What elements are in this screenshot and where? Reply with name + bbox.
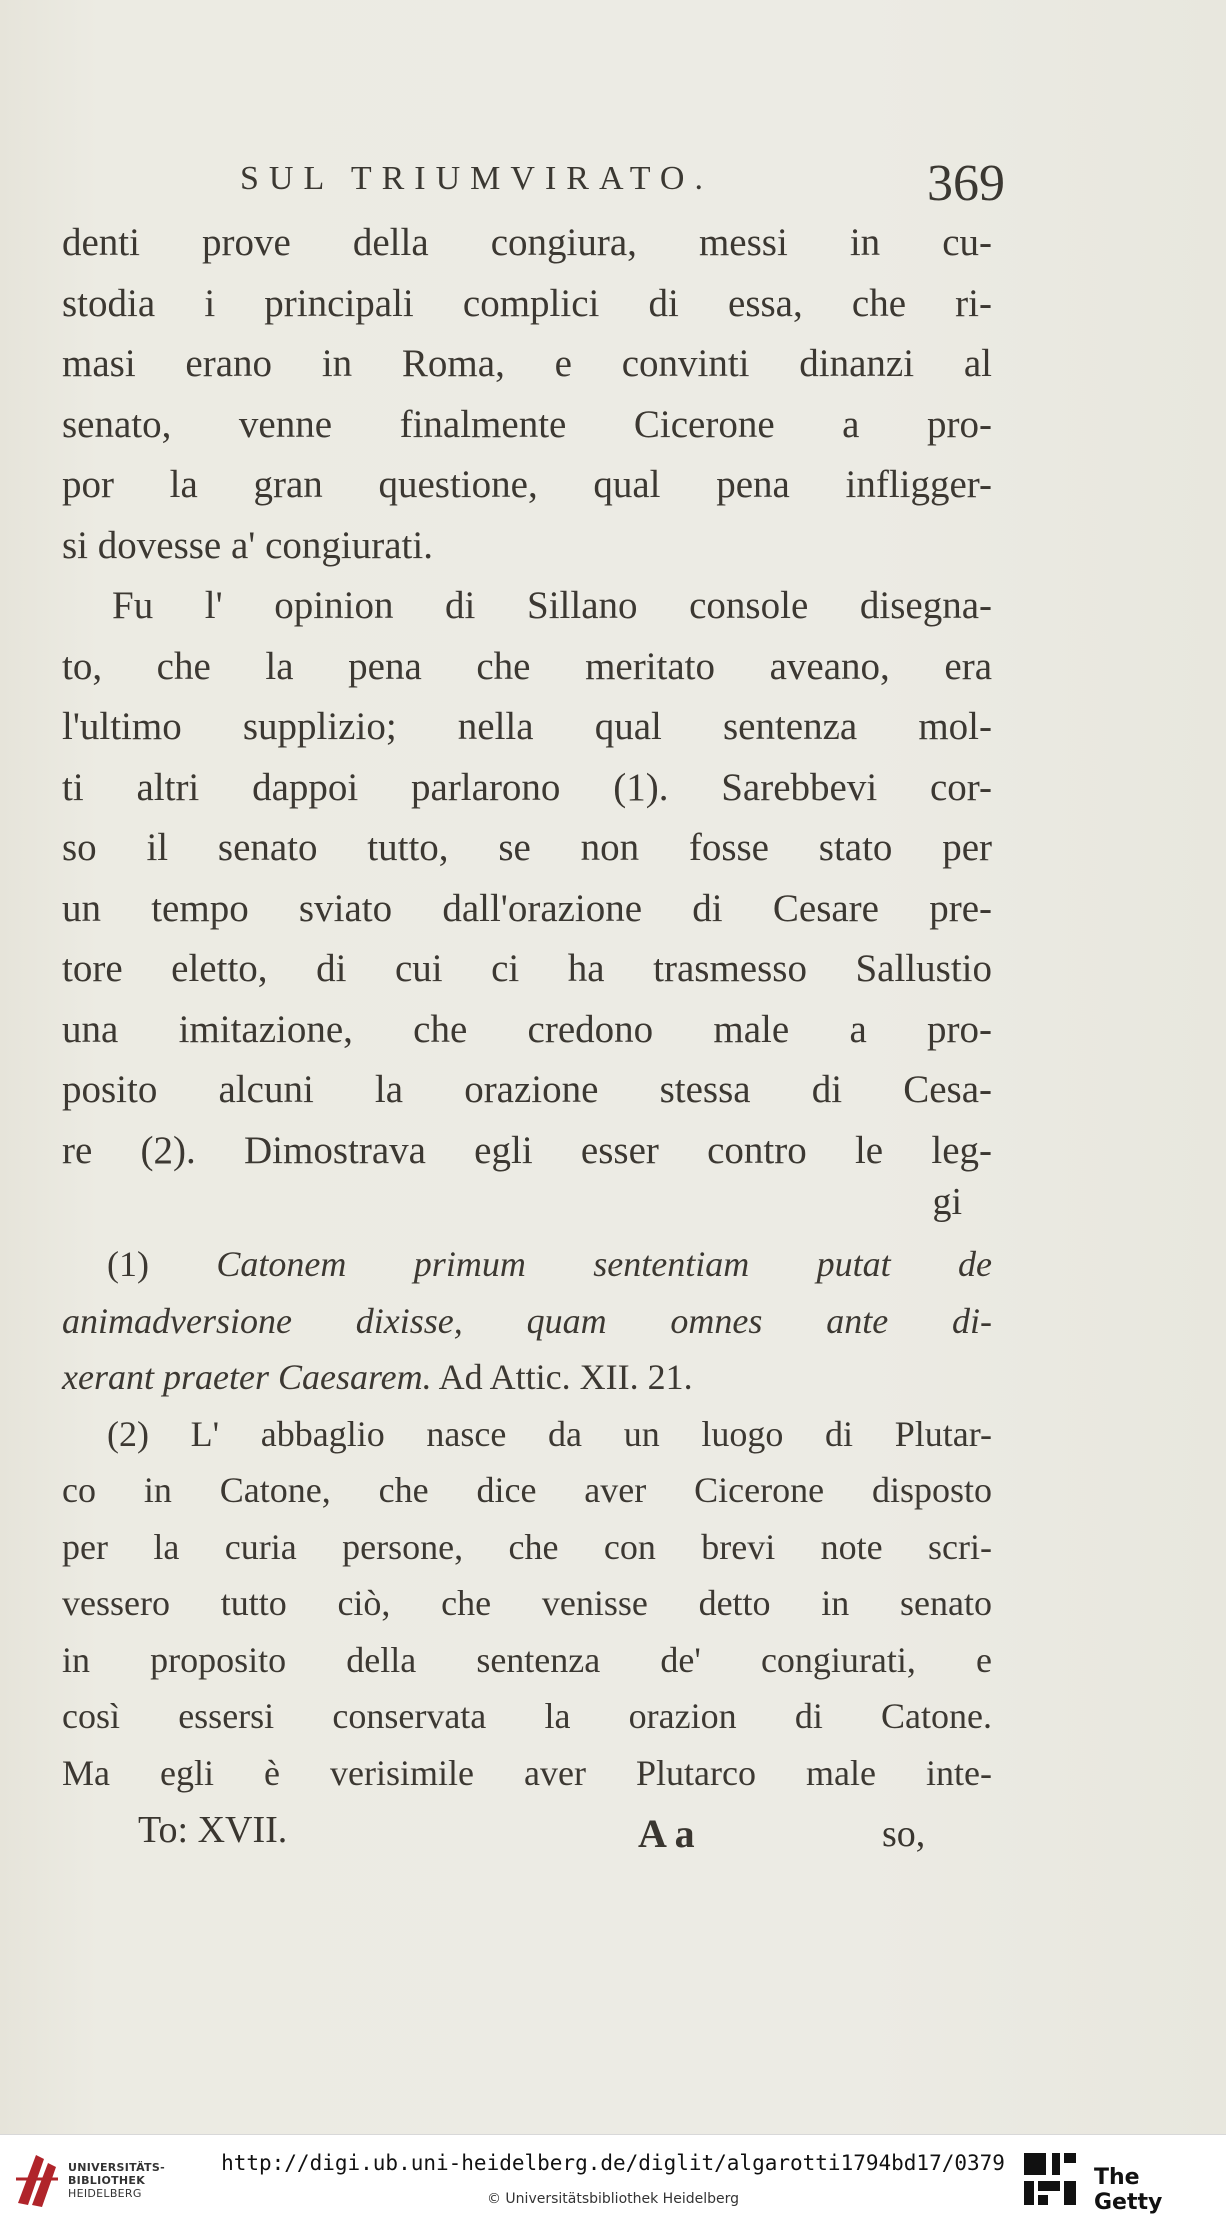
volume-mark: To: XVII.	[138, 1809, 288, 1851]
footnote-quote: quam omnes ante di-	[526, 1300, 993, 1341]
copyright-notice: © Universitätsbibliothek Heidelberg	[486, 2191, 739, 2207]
text-line: l'ultimo supplizio; nella qual sentenza mol-	[62, 705, 992, 748]
text-line: posito alcuni la orazione stessa di Cesa-	[62, 1068, 992, 1111]
getty-emblem-icon	[1022, 2151, 1078, 2207]
text-line: senato, venne finalmente Cicerone a pro-	[62, 402, 992, 446]
running-title: SUL TRIUMVIRATO.	[240, 160, 713, 197]
footnote-line	[62, 1349, 992, 1406]
page-header	[240, 155, 1005, 220]
partner-name: The Getty	[1094, 2165, 1163, 2215]
text-line: por la gran questione, qual pena infligger-	[62, 463, 992, 506]
viewer-footer	[0, 2134, 1226, 2223]
footnote-quote: animadversione dixisse,	[62, 1300, 463, 1341]
library-name: UNIVERSITÄTS- BIBLIOTHEK HEIDELBERG	[68, 2161, 165, 2200]
footnote-line: in proposito della sentenza de' congiurati, e	[62, 1639, 992, 1680]
text-line: re (2). Dimostrava egli esser contro le leg-	[62, 1128, 992, 1172]
footnote-line	[62, 1236, 992, 1293]
text-line: si dovesse a' congiurati.	[62, 523, 433, 567]
page-number: 369	[927, 155, 1005, 212]
footnotes	[62, 1236, 992, 1801]
catchword-top: gi	[932, 1181, 962, 1223]
footnote-line	[62, 1293, 992, 1350]
footnote-quote: xerant praeter Caesarem.	[62, 1357, 432, 1397]
text-line: to, che la pena che meritato aveano, era	[62, 644, 992, 688]
footnote-line: così essersi conservata la orazion di Catone.	[62, 1696, 992, 1736]
footnote-citation: Ad Attic. XII. 21.	[438, 1357, 693, 1397]
footnote-line: co in Catone, che dice aver Cicerone disposto	[62, 1470, 992, 1510]
footnote-line: vessero tutto ciò, che venisse detto in senato	[62, 1583, 992, 1623]
text-line: tore eletto, di cui ci ha trasmesso Sallustio	[62, 947, 992, 990]
footnote-line: per la curia persone, che con brevi note scri-	[62, 1526, 992, 1567]
catchword-bottom: so,	[882, 1813, 926, 1855]
footnote-quote: Catonem primum sententiam putat de	[216, 1244, 993, 1284]
text-line: un tempo sviato dall'orazione di Cesare pre-	[62, 886, 992, 930]
text-line: so il senato tutto, se non fosse stato per	[62, 826, 992, 869]
footnote-line: Ma egli è verisimile aver Plutarco male inte-	[62, 1752, 992, 1793]
text-line: Fu l' opinion di Sillano console disegna-	[112, 584, 992, 627]
text-line: stodia i principali complici di essa, che ri-	[62, 281, 992, 325]
permalink-url[interactable]: http://digi.ub.uni-heidelberg.de/diglit/algarotti1794bd17/0379	[221, 2151, 1005, 2175]
footnote-line: (2) L' abbaglio nasce da un luogo di Plutar-	[107, 1413, 992, 1454]
getty-logo[interactable]	[1022, 2149, 1212, 2215]
signature-row	[138, 1808, 948, 1868]
text-line: ti altri dappoi parlarono (1). Sarebbevi cor-	[62, 765, 992, 809]
signature-mark: A a	[638, 1811, 695, 1856]
text-line: una imitazione, che credono male a pro-	[62, 1007, 992, 1051]
text-line: denti prove della congiura, messi in cu-	[62, 221, 992, 264]
footnote-marker: (1)	[107, 1244, 149, 1284]
main-text	[62, 213, 992, 1181]
text-line: masi erano in Roma, e convinti dinanzi al	[62, 342, 992, 385]
